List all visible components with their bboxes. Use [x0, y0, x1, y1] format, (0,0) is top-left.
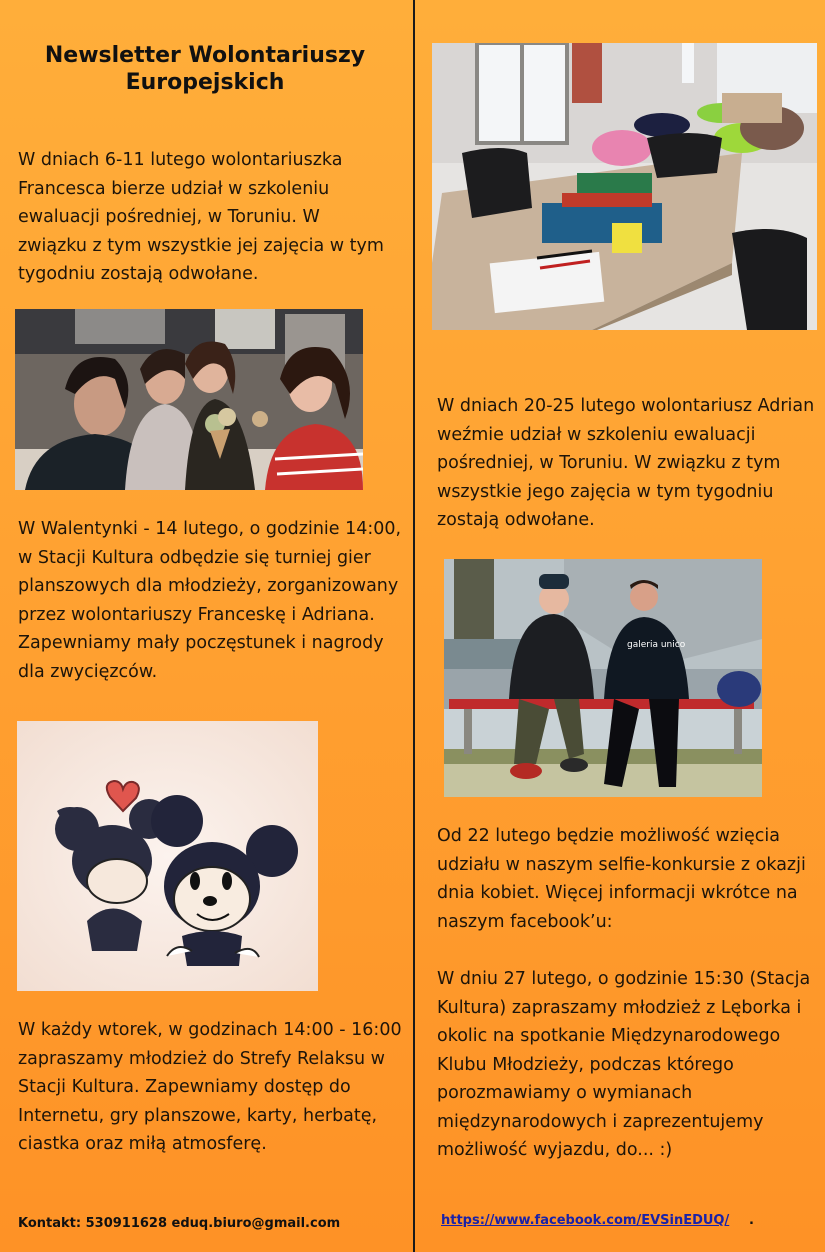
shirt-print: galeria unico — [627, 640, 686, 650]
photo-classroom-board-games — [432, 43, 817, 330]
drawing-mickey-minnie — [17, 721, 318, 991]
paragraph-francesca-training: W dniach 6-11 lutego wolontariuszka Francesca bierze udział w szkoleniu ewaluacji pośredniej, w Toruniu. W związku z tym wszystkie jej zajęcia w tym tygodniu zostają odwołane. — [18, 150, 384, 284]
contact-info: Kontakt: 530911628 eduq.biuro@gmail.com — [18, 1216, 341, 1231]
column-divider — [413, 0, 415, 1252]
newsletter-title: Newsletter Wolontariuszy Europejskich — [44, 43, 366, 95]
paragraph-youth-club-meeting: W dniu 27 lutego, o godzinie 15:30 (Stacja Kultura) zapraszamy młodzież z Lęborka i okolic na spotkanie Międzynarodowego Klubu Młodzieży, podczas którego porozmawiamy o wymianach międzynarodowych i zaprezentujemy możliwość wyjazdu, do... :) — [437, 969, 811, 1160]
facebook-link[interactable]: https://www.facebook.com/EVSinEDUQ/ — [441, 1213, 730, 1228]
paragraph-relax-zone: W każdy wtorek, w godzinach 14:00 - 16:00 zapraszamy młodzież do Strefy Relaksu w Stacji Kultura. Zapewniamy dostęp do Internetu, gry planszowe, karty, herbatę, ciastka oraz miłą atmosferę. — [18, 1020, 402, 1154]
photo-girls-icecream — [15, 309, 363, 490]
photo-two-men-bench — [444, 559, 762, 797]
link-period: . — [749, 1213, 754, 1228]
paragraph-adrian-training: W dniach 20-25 lutego wolontariusz Adrian weźmie udział w szkoleniu ewaluacji pośredniej, w Toruniu. W związku z tym wszystkie jego zajęcia w tym tygodniu zostają odwołane. — [437, 396, 815, 530]
paragraph-valentines-tournament: W Walentynki - 14 lutego, o godzinie 14:00, w Stacji Kultura odbędzie się turniej gier planszowych dla młodzieży, zorganizowany przez wolontariuszy Franceskę i Adriana. Zapewniamy mały poczęstunek i nagrody dla zwycięzców. — [18, 519, 402, 682]
paragraph-selfie-contest: Od 22 lutego będzie możliwość wzięcia udziału w naszym selfie-konkursie z okazji dnia kobiet. Więcej informacji wkrótce na naszym facebook’u: — [437, 826, 806, 932]
